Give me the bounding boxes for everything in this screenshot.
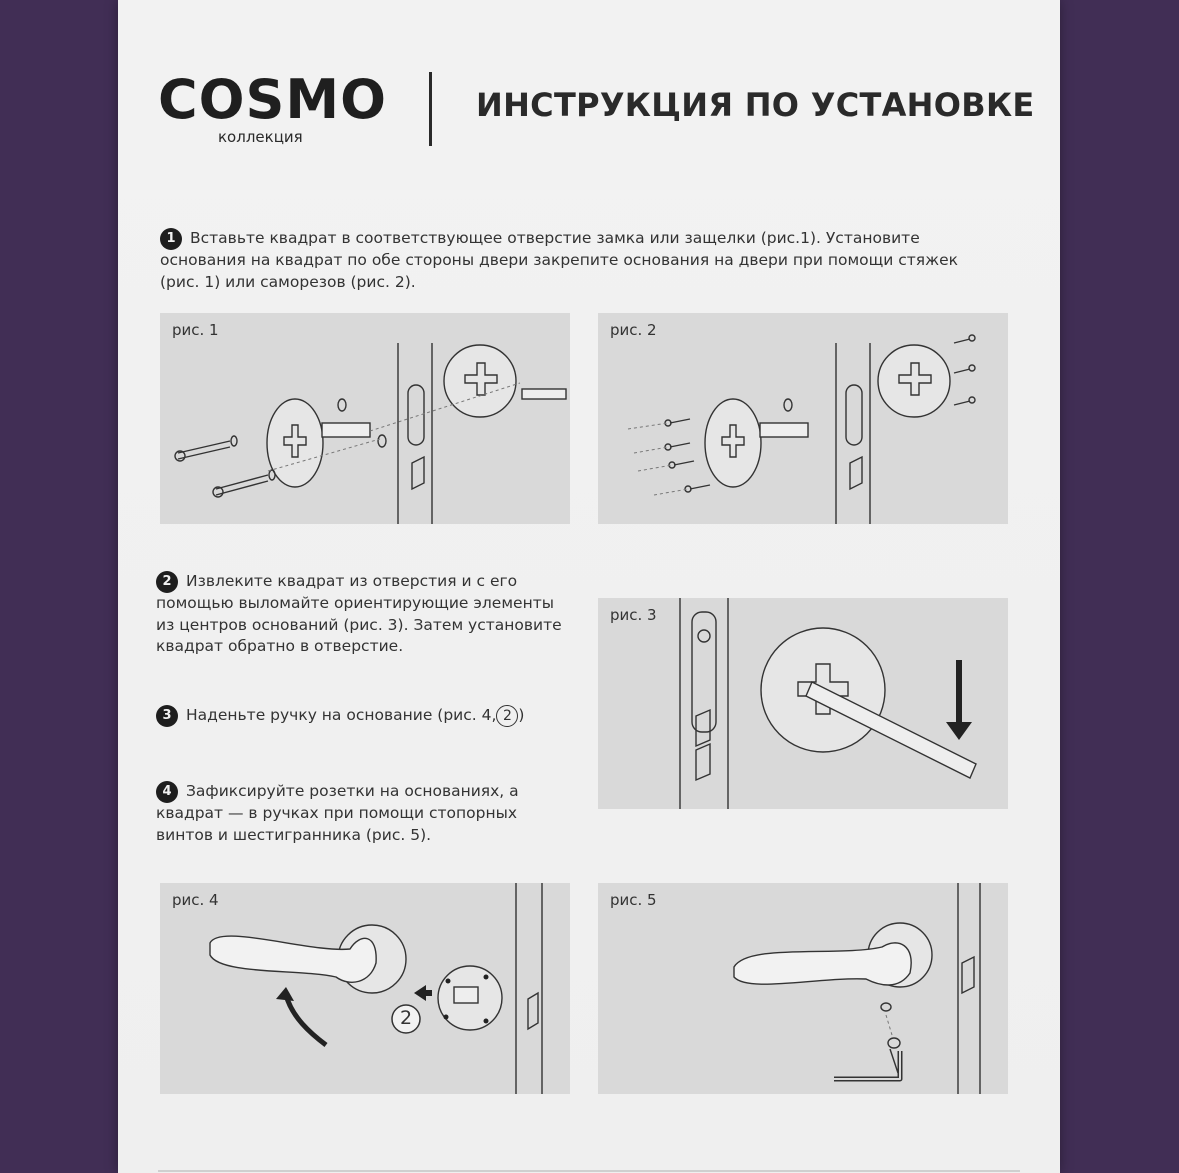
figure-4-callout: 2 [399, 1007, 413, 1029]
figure-3-drawing [598, 598, 1008, 809]
figure-2 [598, 313, 1008, 524]
step-text: Наденьте ручку на основание (рис. 4, [186, 706, 497, 724]
bottom-divider [158, 1170, 1020, 1172]
figure-1-drawing [160, 313, 570, 524]
step-2 [156, 571, 576, 658]
figure-label: рис. 3 [610, 606, 657, 624]
instruction-sheet [118, 0, 1060, 1173]
figure-4 [160, 883, 570, 1094]
page-title: ИНСТРУКЦИЯ ПО УСТАНОВКЕ [476, 86, 1035, 124]
header-divider [429, 72, 432, 146]
step-4 [156, 781, 556, 846]
step-text: Зафиксируйте розетки на основаниях, а квадрат — в ручках при помощи стопорных винтов и шестигранника (рис. 5). [156, 782, 519, 844]
step-1 [160, 228, 960, 293]
circled-number: 2 [496, 705, 518, 727]
figure-1 [160, 313, 570, 524]
figure-2-drawing [598, 313, 1008, 524]
figure-4-drawing [160, 883, 570, 1094]
figure-label: рис. 1 [172, 321, 219, 339]
step-number: 4 [156, 781, 178, 803]
step-3 [156, 705, 576, 727]
step-text: Вставьте квадрат в соответствующее отверстие замка или защелки (рис.1). Установите основания на квадрат по обе стороны двери закрепите основания на двери при помощи стяжек (рис. 1) или саморезов (рис. 2). [160, 229, 958, 291]
brand-name: COSMO [158, 68, 388, 131]
step-number: 1 [160, 228, 182, 250]
figure-label: рис. 4 [172, 891, 219, 909]
figure-label: рис. 5 [610, 891, 657, 909]
step-number: 2 [156, 571, 178, 593]
step-text-end: ) [518, 706, 525, 724]
figure-label: рис. 2 [610, 321, 657, 339]
figure-3 [598, 598, 1008, 809]
brand-subtitle: коллекция [218, 128, 303, 146]
figure-5-drawing [598, 883, 1008, 1094]
step-number: 3 [156, 705, 178, 727]
step-text: Извлеките квадрат из отверстия и с его помощью выломайте ориентирующие элементы из центров оснований (рис. 3). Затем установите квадрат обратно в отверстие. [156, 572, 562, 655]
figure-5 [598, 883, 1008, 1094]
brand-logo [158, 68, 388, 146]
